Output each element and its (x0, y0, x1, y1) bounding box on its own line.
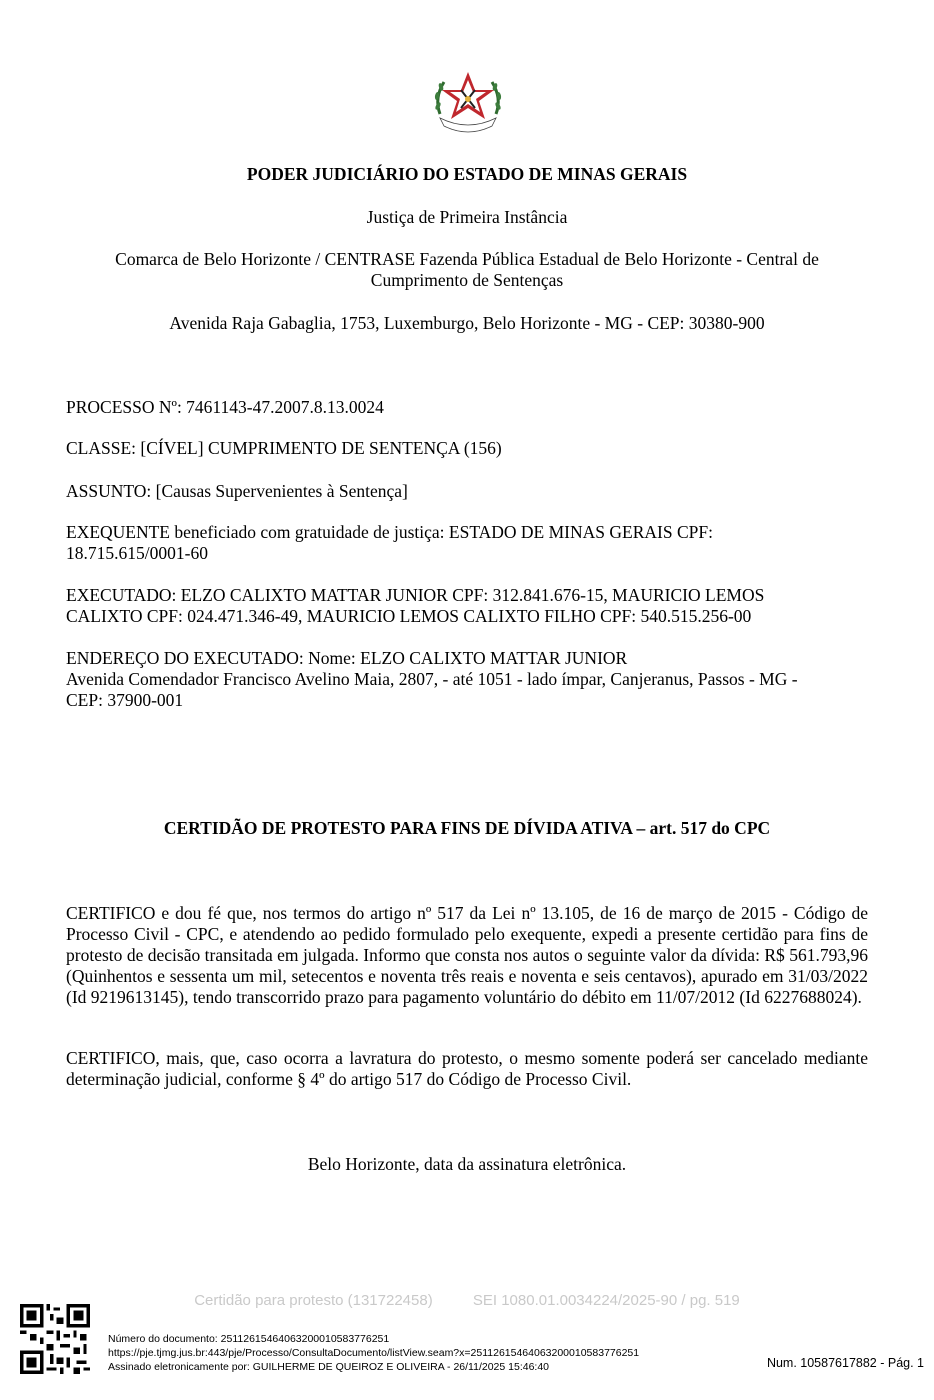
certidao-paragraph-1: CERTIFICO e dou fé que, nos termos do artigo nº 517 da Lei nº 13.105, de 16 de março de 2015 - Código de Processo Civil - CPC, e atendendo ao pedido formulado pelo exequente, expedi a presente certidão para fins de protesto de decisão transitada em julgada. Informo que consta nos autos o seguinte valor da dívida: R$ 561.793,96 (Quinhentos e sessenta um mil, setecentos e noventa três reais e noventa e seis centavos), apurado em 31/03/2022 (Id 9219613145), tendo transcorrido prazo para pagamento voluntário do débito em 11/07/2012 (Id 6227688024). (66, 903, 868, 1007)
process-number: PROCESSO Nº: 7461143-47.2007.8.13.0024 (66, 397, 384, 417)
executado-line-1: EXECUTADO: ELZO CALIXTO MATTAR JUNIOR CPF: 312.841.676-15, MAURICIO LEMOS (66, 585, 765, 605)
place-and-date: Belo Horizonte, data da assinatura eletrônica. (307, 1154, 627, 1174)
sei-stamp-left: Certidão para protesto (131722458) (194, 1292, 433, 1309)
certidao-paragraph-2: CERTIFICO, mais, que, caso ocorra a lavratura do protesto, o mesmo somente poderá ser cancelado mediante determinação judicial, conforme § 4º do artigo 517 do Código de Processo Civil. (66, 1048, 868, 1089)
process-class: CLASSE: [CÍVEL] CUMPRIMENTO DE SENTENÇA (156) (66, 438, 502, 458)
instance-name: Justiça de Primeira Instância (366, 207, 568, 227)
document-info (108, 1332, 639, 1374)
executado-address (66, 648, 876, 711)
court-address: Avenida Raja Gabaglia, 1753, Luxemburgo, Belo Horizonte - MG - CEP: 30380-900 (169, 313, 765, 333)
exequente-line-1: EXEQUENTE beneficiado com gratuidade de justiça: ESTADO DE MINAS GERAIS CPF: (66, 522, 713, 542)
exequente (66, 522, 876, 564)
sei-stamp-right: SEI 1080.01.0034224/2025-90 / pg. 519 (472, 1292, 740, 1309)
qr-code-icon (20, 1304, 90, 1374)
court-name: PODER JUDICIÁRIO DO ESTADO DE MINAS GERAIS (246, 164, 688, 184)
certidao-title: CERTIDÃO DE PROTESTO PARA FINS DE DÍVIDA ATIVA – art. 517 do CPC (163, 818, 771, 838)
document-url[interactable]: https://pje.tjmg.jus.br:443/pje/Processo/ConsultaDocumento/listView.seam?x=25112615464063200010583776251 (108, 1347, 640, 1359)
comarca-line-1: Comarca de Belo Horizonte / CENTRASE Fazenda Pública Estadual de Belo Horizonte - Central de (115, 249, 819, 269)
address-line-2: Avenida Comendador Francisco Avelino Maia, 2807, - até 1051 - lado ímpar, Canjeranus, Passos - MG - (66, 669, 798, 689)
address-line-1: ENDEREÇO DO EXECUTADO: Nome: ELZO CALIXTO MATTAR JUNIOR (66, 648, 628, 668)
sei-stamp (0, 1292, 934, 1309)
document-number: Número do documento: 25112615464063200010583776251 (108, 1333, 390, 1345)
process-subject: ASSUNTO: [Causas Supervenientes à Sentença] (66, 481, 408, 501)
exequente-line-2: 18.715.615/0001-60 (66, 543, 208, 563)
address-line-3: CEP: 37900-001 (66, 690, 184, 710)
comarca-line-2: Cumprimento de Sentenças (370, 270, 564, 290)
page-number: Num. 10587617882 - Pág. 1 (766, 1356, 924, 1370)
signature-info: Assinado eletronicamente por: GUILHERME DE QUEIROZ E OLIVEIRA - 26/11/2025 15:46:40 (108, 1361, 550, 1373)
executado-line-2: CALIXTO CPF: 024.471.346-49, MAURICIO LEMOS CALIXTO FILHO CPF: 540.515.256-00 (66, 606, 752, 626)
minas-gerais-coat-of-arms-icon (430, 68, 506, 134)
executado (66, 585, 876, 627)
